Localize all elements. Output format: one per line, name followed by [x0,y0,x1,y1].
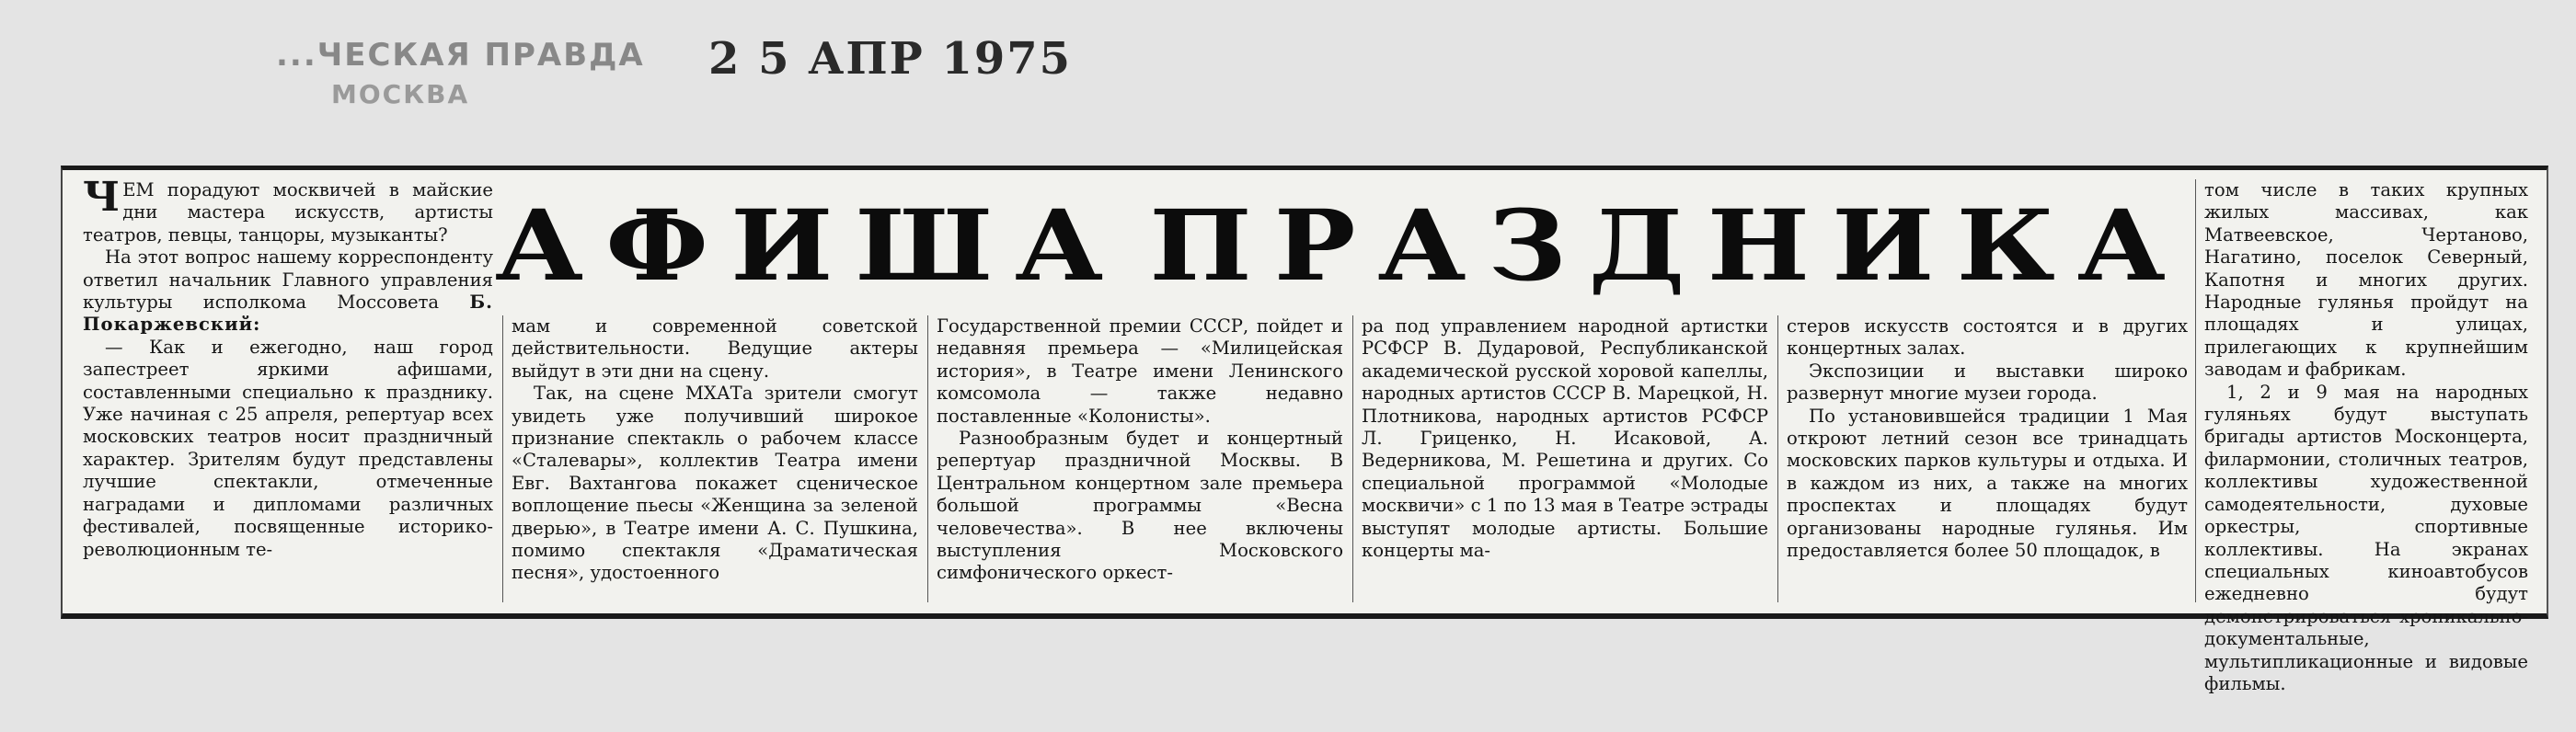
answer-lead-paragraph [83,246,493,337]
column-divider [2195,179,2196,602]
column-5-paragraph-1: стеров искусств состоятся и в других концертных залах. [1787,315,2188,360]
headline-word-2: ПРАЗДНИКА [1149,187,2188,303]
stamp-city: МОСКВА [331,79,470,109]
column-divider [502,315,503,602]
column-2-paragraph-2: Так, на сцене МХАТа зрители смогут увидеть уже получивший широкое признание спектакль о рабочем классе «Сталевары», коллектив Театра имени Евг. Вахтангова покажет сценическое воплощение пьесы «Женщина за зеленой дверью», в Театре имени А. С. Пушкина, помимо спектакля «Драматическая песня», удостоенного [512,383,918,584]
answer-lead-text: На этот вопрос нашему корреспонденту ответил начальник Главного управления культуры исполкома Моссовета [83,246,493,314]
column-divider [1352,315,1353,602]
column-6-paragraph-1: том числе в таких крупных жилых массивах, как Матвеевское, Чертаново, Нагатино, поселок Северный, Капотня и многих других. Народные гулянья пройдут на площадях и улицах, прилегающих к крупнейшим заводам и фабрикам. [2204,179,2528,381]
author-name: Б. Покаржевский: [83,292,493,336]
column-1-body: — Как и ежегодно, наш город запестреет яркими афишами, составленными специально к празднику. Уже начиная с 25 апреля, репертуар всех московских театров носит праздничный характер. Зрителям будут представлены лучшие спектакли, отмеченные наградами и дипломами различных фестивалей, посвященные историко-революционным те- [83,336,493,560]
drop-cap: Ч [83,174,121,221]
headline [495,183,2188,307]
column-3 [937,315,1343,604]
column-5-paragraph-2: Экспозиции и выставки широко развернут многие музеи города. [1787,360,2188,405]
stamp-newspaper-name: ...ЧЕСКАЯ ПРАВДА [276,37,645,74]
headline-word-1: АФИША [495,187,1126,303]
intro-text: ЕМ порадуют москвичей в майские дни мастера искусств, артисты театров, певцы, танцоры, музыканты? [83,179,493,246]
column-3-paragraph-2: Разнообразным будет и концертный репертуар праздничной Москвы. В Центральном концертном зале премьера большой программы «Весна человечества». В нее включены выступления Московского симфонического оркест- [937,428,1343,584]
column-5 [1787,315,2188,604]
column-3-paragraph-1: Государственной премии СССР, пойдет и недавняя премьера — «Милицейская история», в Театре имени Ленинского комсомола — также недавно поставленные «Колонисты». [937,315,1343,427]
stamp-date: 2 5 АПР 1975 [708,33,1073,85]
column-2-paragraph-1: мам и современной советской действительности. Ведущие актеры выйдут в эти дни на сцену. [512,315,918,382]
column-divider [927,315,928,602]
column-6 [2204,179,2528,694]
intro-paragraph [83,174,493,246]
column-divider [1777,315,1778,602]
column-6-paragraph-2: 1, 2 и 9 мая на народных гуляньях будут выступать бригады артистов Москонцерта, филармонии, столичных театров, коллективы художественной самодеятельности, духовые оркестры, спортивные коллективы. На экранах специальных киноавтобусов ежедневно будут демонстрироваться хроникально-документальные, мультипликационные и видовые фильмы. [2204,381,2528,694]
column-1 [83,174,493,604]
column-2 [512,315,918,604]
column-4 [1362,315,1768,604]
column-5-paragraph-3: По установившейся традиции 1 Мая откроют летний сезон все тринадцать московских парков культуры и отдыха. И в каждом из них, а также на многих проспектах и площадях будут организованы народные гулянья. Им предоставляется более 50 площадок, в [1787,405,2188,562]
column-4-paragraph-1: ра под управлением народной артистки РСФСР В. Дударовой, Республиканской академической русской хоровой капеллы, народных артистов СССР В. Марецкой, Н. Плотникова, народных артистов РСФСР Л. Гриценко, Н. Исаковой, А. Ведерникова, М. Решетина и других. Со специальной программой «Молодые москвичи» с 1 по 13 мая в Театре эстрады выступят молодые артисты. Большие концерты ма- [1362,315,1768,562]
newspaper-clipping [61,166,2548,694]
